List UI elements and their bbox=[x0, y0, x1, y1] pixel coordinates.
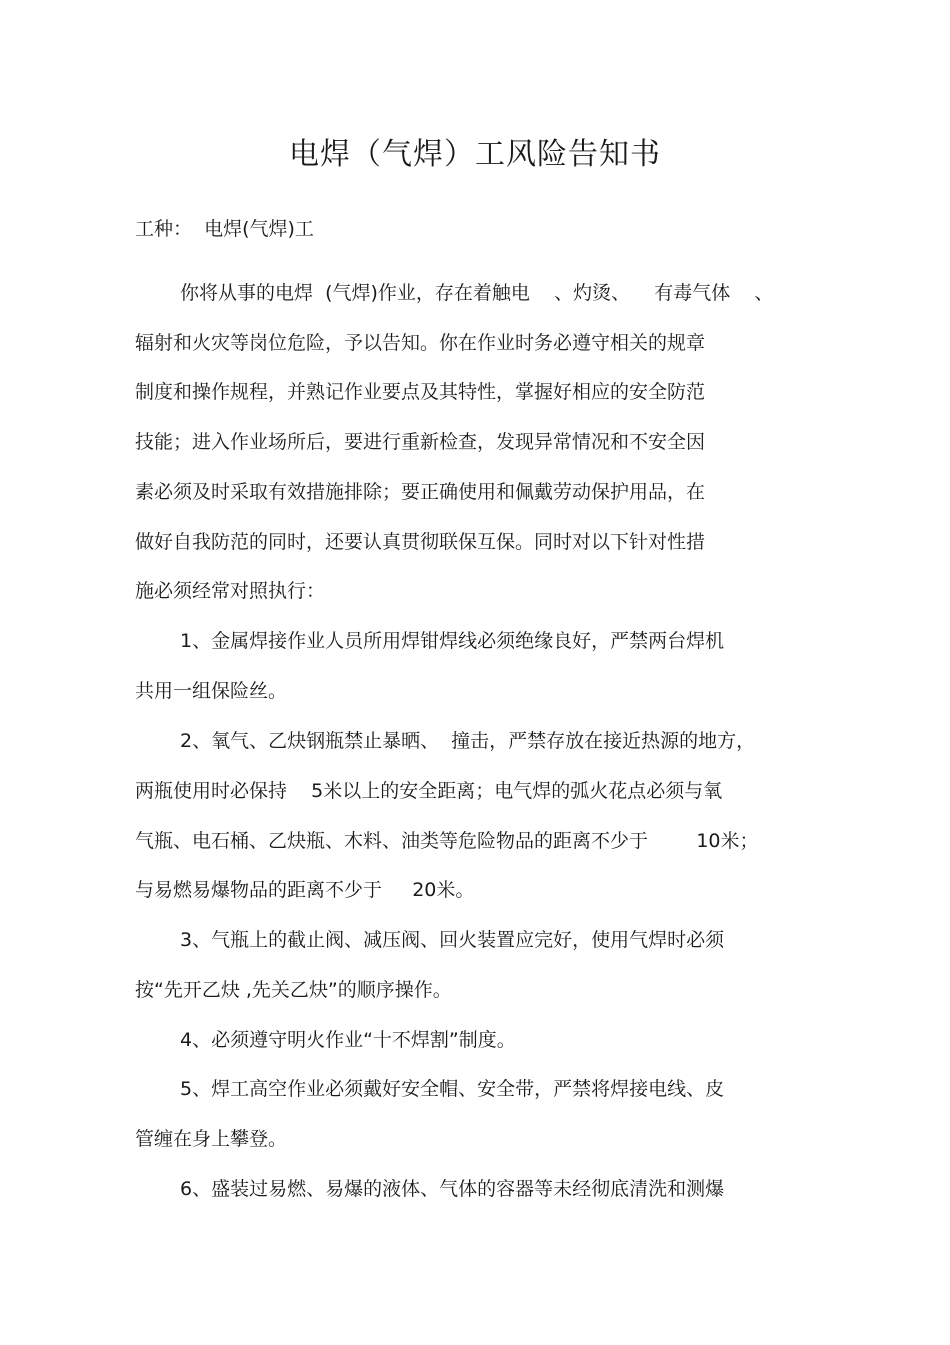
paragraph-line: 辐射和火灾等岗位危险，予以告知。你在作业时务必遵守相关的规章 bbox=[135, 332, 706, 354]
paragraph-line: 1、金属焊接作业人员所用焊钳焊线必须绝缘良好，严禁两台焊机 bbox=[180, 630, 725, 652]
document-title: 电焊（气焊）工风险告知书 bbox=[289, 137, 661, 172]
paragraph-line: 气瓶、电石桶、乙炔瓶、木料、油类等危险物品的距离不少于 10米； bbox=[135, 830, 759, 852]
paragraph-line: 两瓶使用时必保持 5米以上的安全距离；电气焊的弧火花点必须与氧 bbox=[135, 780, 723, 802]
paragraph-line: 管缠在身上攀登。 bbox=[135, 1128, 288, 1150]
paragraph-line: 你将从事的电焊 (气焊)作业，存在着触电 、灼烫、 有毒气体 、 bbox=[180, 282, 774, 304]
paragraph-line: 4、必须遵守明火作业“十不焊割”制度。 bbox=[180, 1029, 516, 1051]
paragraph-line: 共用一组保险丝。 bbox=[135, 680, 288, 702]
paragraph-line: 施必须经常对照执行： bbox=[135, 580, 326, 602]
paragraph-line: 3、气瓶上的截止阀、减压阀、回火装置应完好，使用气焊时必须 bbox=[180, 929, 725, 951]
paragraph-line: 制度和操作规程，并熟记作业要点及其特性，掌握好相应的安全防范 bbox=[135, 381, 706, 403]
paragraph-line: 素必须及时采取有效措施排除；要正确使用和佩戴劳动保护用品，在 bbox=[135, 481, 706, 503]
paragraph-line: 2、氧气、乙炔钢瓶禁止暴晒、 撞击，严禁存放在接近热源的地方， bbox=[180, 730, 756, 752]
paragraph-line: 5、焊工高空作业必须戴好安全帽、安全带，严禁将焊接电线、皮 bbox=[180, 1078, 725, 1100]
paragraph-line: 按“先开乙炔 ,先关乙炔”的顺序操作。 bbox=[135, 979, 452, 1001]
job-type-line: 工种： 电焊(气焊)工 bbox=[135, 218, 314, 240]
paragraph-line: 技能；进入作业场所后，要进行重新检查，发现异常情况和不安全因 bbox=[135, 431, 706, 453]
paragraph-line: 做好自我防范的同时，还要认真贯彻联保互保。同时对以下针对性措 bbox=[135, 531, 706, 553]
paragraph-line: 6、盛装过易燃、易爆的液体、气体的容器等未经彻底清洗和测爆 bbox=[180, 1178, 725, 1200]
paragraph-line: 与易燃易爆物品的距离不少于 20米。 bbox=[135, 879, 475, 901]
